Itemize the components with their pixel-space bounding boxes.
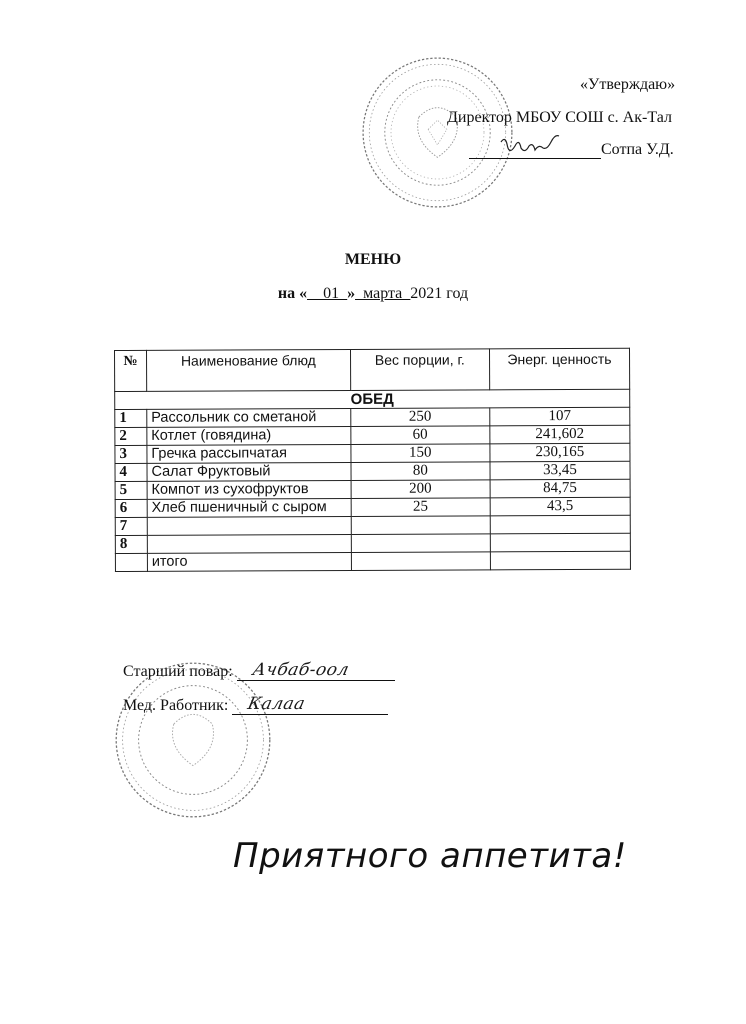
energy-value: 43,5 [490,497,630,516]
table-row [115,407,630,427]
portion-weight [351,534,490,553]
cook-label: Старший повар: [123,663,233,680]
col-dish-name: Наименование блюд [146,349,350,391]
portion-weight [351,552,490,571]
date-mid: » [347,285,356,302]
table-row [115,497,630,517]
energy-value: 241,602 [490,425,630,444]
dish-name [147,516,351,535]
med-signature-line [123,694,388,715]
director-signature [497,132,567,160]
menu-date [0,285,746,303]
date-day: __01_ [307,285,348,302]
signature-underline [469,142,601,159]
energy-value: 107 [490,407,630,426]
energy-value [490,515,630,534]
dish-name [147,534,351,553]
dish-name: итого [147,552,351,571]
date-month: _марта_ [355,285,411,302]
row-number: 2 [115,427,147,445]
dish-name: Салат Фруктовый [147,462,351,481]
table-row [115,425,630,445]
dish-name: Котлет (говядина) [147,426,351,445]
energy-value [490,551,630,570]
approval-signature-line [469,141,699,159]
section-row [115,389,630,409]
portion-weight: 80 [351,462,490,481]
row-number: 3 [115,445,147,463]
dish-name: Гречка рассыпчатая [147,444,351,463]
date-prefix: на « [277,285,308,302]
row-number: 1 [115,409,147,427]
col-energy-value: Энерг. ценность [489,348,629,390]
cook-signature-line [123,660,395,681]
row-number: 5 [115,481,147,499]
cook-signature-underline [237,660,395,681]
table-row [115,515,630,535]
table-header-row [115,348,630,391]
portion-weight: 25 [351,498,490,517]
portion-weight: 250 [350,408,489,427]
row-number: 4 [115,463,147,481]
row-number: 6 [115,499,147,517]
date-year: 2021 год [410,285,469,302]
table-row [115,533,630,553]
approval-title: «Утверждаю» [580,76,676,93]
section-title: ОБЕД [115,389,630,409]
portion-weight: 200 [351,480,490,499]
table-row [115,443,630,463]
portion-weight: 60 [351,426,490,445]
energy-value: 33,45 [490,461,630,480]
table-row [115,551,630,571]
energy-value: 84,75 [490,479,630,498]
director-name: Сотпа У.Д. [601,141,674,158]
cook-signature: Ачбаб-оол [250,660,351,680]
approval-position: Директор МБОУ СОШ с. Ак-Тал [447,109,672,126]
menu-table [114,348,631,572]
portion-weight: 150 [351,444,490,463]
dish-name: Компот из сухофруктов [147,480,351,499]
med-signature: Калаа [246,694,308,714]
row-number [115,553,147,571]
energy-value [490,533,630,552]
dish-name: Рассольник со сметаной [147,408,351,427]
row-number: 7 [115,517,147,535]
col-number: № [115,350,147,391]
dish-name: Хлеб пшеничный с сыром [147,498,351,517]
energy-value: 230,165 [490,443,630,462]
col-portion-weight: Вес порции, г. [350,349,489,391]
table-row [115,479,630,499]
portion-weight [351,516,490,535]
row-number: 8 [115,535,147,553]
official-stamp-top [360,55,515,210]
med-label: Мед. Работник: [123,697,229,714]
med-signature-underline [232,694,388,715]
page-title: МЕНЮ [344,251,402,268]
table-row [115,461,630,481]
closing-wish: Приятного аппетита! [233,836,627,876]
official-stamp-bottom [113,660,273,820]
